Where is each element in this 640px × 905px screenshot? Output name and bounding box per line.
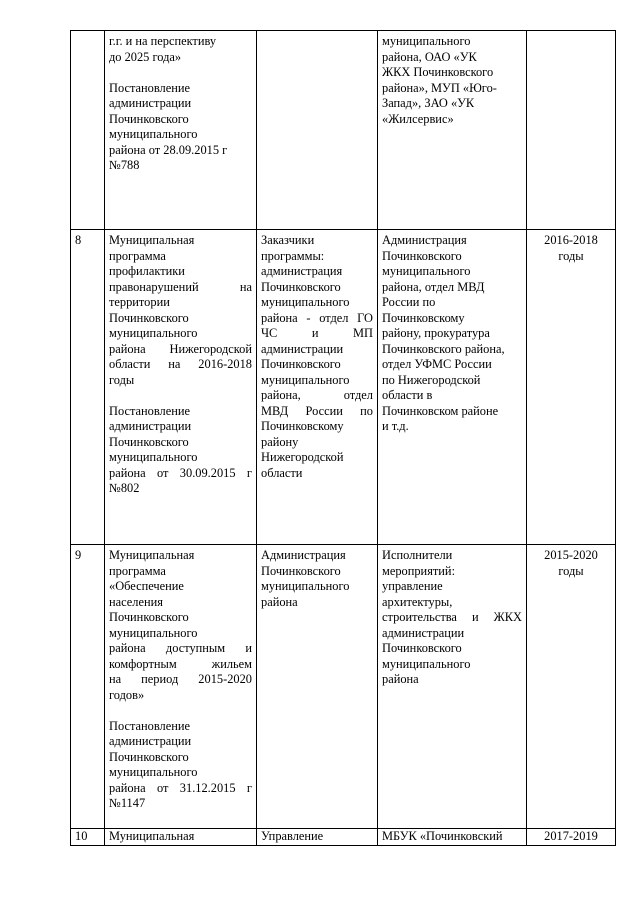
customer-line: муниципального xyxy=(261,372,350,387)
customer-cell xyxy=(257,545,378,829)
row-number-cell: 9 xyxy=(71,545,105,829)
decree-line: администрации xyxy=(109,734,192,748)
program-line: комфортным жильем xyxy=(109,656,252,671)
customer-line: Заказчики xyxy=(261,233,315,247)
decree-line: Постановление xyxy=(109,80,190,95)
executors-line: «Жилсервис» xyxy=(382,111,454,126)
customer-cell xyxy=(257,829,378,846)
executors-line: ЖКХ Починковского xyxy=(382,65,494,79)
executors-line: и т.д. xyxy=(382,419,409,433)
program-line: Починковского xyxy=(109,610,189,624)
executors-line: района», МУП «Юго- xyxy=(382,80,497,95)
period-cell: 2016-2018 годы xyxy=(527,230,616,545)
decree-line: Постановление xyxy=(109,403,190,418)
customer-cell xyxy=(257,31,378,230)
executors-line: по Нижегородской xyxy=(382,372,481,387)
program-line: территории xyxy=(109,295,170,309)
customer-line: администрации xyxy=(261,341,344,356)
customer-line: области xyxy=(261,465,303,480)
period-cell: 2015-2020 годы xyxy=(527,545,616,829)
decree-line: администрации xyxy=(109,96,192,110)
executors-line: области в xyxy=(382,388,433,402)
program-line: муниципального xyxy=(109,625,198,640)
customer-cell xyxy=(257,230,378,545)
program-line: до 2025 года» xyxy=(109,49,182,64)
executors-cell xyxy=(378,829,527,846)
decree-line: муниципального xyxy=(109,765,198,779)
program-line: района доступным и xyxy=(109,641,252,655)
executors-line: управление xyxy=(382,579,443,593)
decree-line: Починковского xyxy=(109,111,189,126)
program-line: Муниципальная xyxy=(109,829,195,843)
program-cell xyxy=(105,230,257,545)
decree-line: №1147 xyxy=(109,796,146,810)
decree-line: района от 30.09.2015 г xyxy=(109,465,252,480)
program-line: населения xyxy=(109,594,163,609)
programs-table-body xyxy=(71,31,616,846)
row-number-cell: 10 xyxy=(71,829,105,846)
program-line: Починковского xyxy=(109,310,189,325)
executors-line: строительства и ЖКХ xyxy=(382,610,522,624)
program-line: района Нижегородской xyxy=(109,341,252,356)
program-line: годы xyxy=(109,372,135,387)
program-line: годов» xyxy=(109,687,145,702)
customer-line: Починковского xyxy=(261,279,341,294)
customer-line: района, отдел xyxy=(261,388,373,402)
program-cell xyxy=(105,31,257,230)
decree-line: Починковского xyxy=(109,434,189,449)
executors-line: муниципального xyxy=(382,264,471,278)
executors-line: района xyxy=(382,672,419,686)
table-row xyxy=(71,230,616,545)
program-line: профилактики xyxy=(109,264,185,278)
executors-line: Запад», ЗАО «УК xyxy=(382,96,475,110)
customer-line: муниципального xyxy=(261,295,350,309)
executors-line: Починковского района, xyxy=(382,341,505,356)
customer-line: Починковскому xyxy=(261,419,344,433)
row-number-cell xyxy=(71,31,105,230)
program-line: правонарушений на xyxy=(109,279,252,294)
executors-cell xyxy=(378,545,527,829)
executors-line: Администрация xyxy=(382,233,467,247)
decree-line: района от 31.12.2015 г xyxy=(109,780,252,795)
decree-line: муниципального xyxy=(109,127,198,141)
table-row xyxy=(71,829,616,846)
customer-line: программы: xyxy=(261,248,325,263)
program-line: Муниципальная xyxy=(109,548,195,562)
customer-line: МВД России по xyxy=(261,403,373,418)
program-line: области на 2016-2018 xyxy=(109,357,252,371)
decree-line: №788 xyxy=(109,158,140,172)
period-cell xyxy=(527,31,616,230)
executors-line: архитектуры, xyxy=(382,594,453,609)
customer-line: администрация xyxy=(261,264,343,278)
decree-line: Починковского xyxy=(109,749,189,764)
executors-line: отдел УФМС России xyxy=(382,357,492,371)
customer-line: муниципального xyxy=(261,579,350,593)
programs-table xyxy=(70,30,616,846)
executors-line: района, отдел МВД xyxy=(382,279,485,294)
program-cell xyxy=(105,829,257,846)
table-row xyxy=(71,31,616,230)
customer-line: Починковского xyxy=(261,357,341,371)
customer-line: Починковского xyxy=(261,563,341,578)
customer-line: Администрация xyxy=(261,548,346,562)
decree-line: муниципального xyxy=(109,450,198,464)
executors-cell xyxy=(378,31,527,230)
executors-line: Починковском районе xyxy=(382,403,499,418)
decree-line: Постановление xyxy=(109,718,190,733)
executors-line: мероприятий: xyxy=(382,563,456,578)
program-line: программа xyxy=(109,248,166,263)
executors-cell xyxy=(378,230,527,545)
program-line: на период 2015-2020 xyxy=(109,672,252,686)
program-cell xyxy=(105,545,257,829)
table-row xyxy=(71,545,616,829)
executors-line: району, прокуратура xyxy=(382,326,490,340)
decree-line: района от 28.09.2015 г xyxy=(109,142,228,157)
executors-line: Починковского xyxy=(382,641,462,655)
customer-line: ЧС и МП xyxy=(261,326,373,340)
decree-line: №802 xyxy=(109,481,140,495)
customer-line: Управление xyxy=(261,829,324,843)
executors-line: района, ОАО «УК xyxy=(382,49,477,64)
executors-line: муниципального xyxy=(382,656,471,671)
executors-line: Исполнители xyxy=(382,548,453,562)
executors-line: Починковскому xyxy=(382,310,465,325)
customer-line: району xyxy=(261,434,299,449)
program-line: программа xyxy=(109,563,166,578)
executors-line: администрации xyxy=(382,625,465,640)
decree-line: администрации xyxy=(109,419,192,433)
executors-line: муниципального xyxy=(382,34,471,48)
program-line: «Обеспечение xyxy=(109,579,184,593)
executors-line: МБУК «Починковский xyxy=(382,829,503,843)
row-number-cell: 8 xyxy=(71,230,105,545)
customer-line: Нижегородской xyxy=(261,450,344,464)
customer-line: района xyxy=(261,594,298,609)
program-line: муниципального xyxy=(109,326,198,340)
period-cell: 2017-2019 xyxy=(527,829,616,846)
executors-line: Починковского xyxy=(382,248,462,263)
executors-line: России по xyxy=(382,295,436,309)
program-line: г.г. и на перспективу xyxy=(109,34,217,48)
program-line: Муниципальная xyxy=(109,233,195,247)
customer-line: района - отдел ГО xyxy=(261,310,373,325)
